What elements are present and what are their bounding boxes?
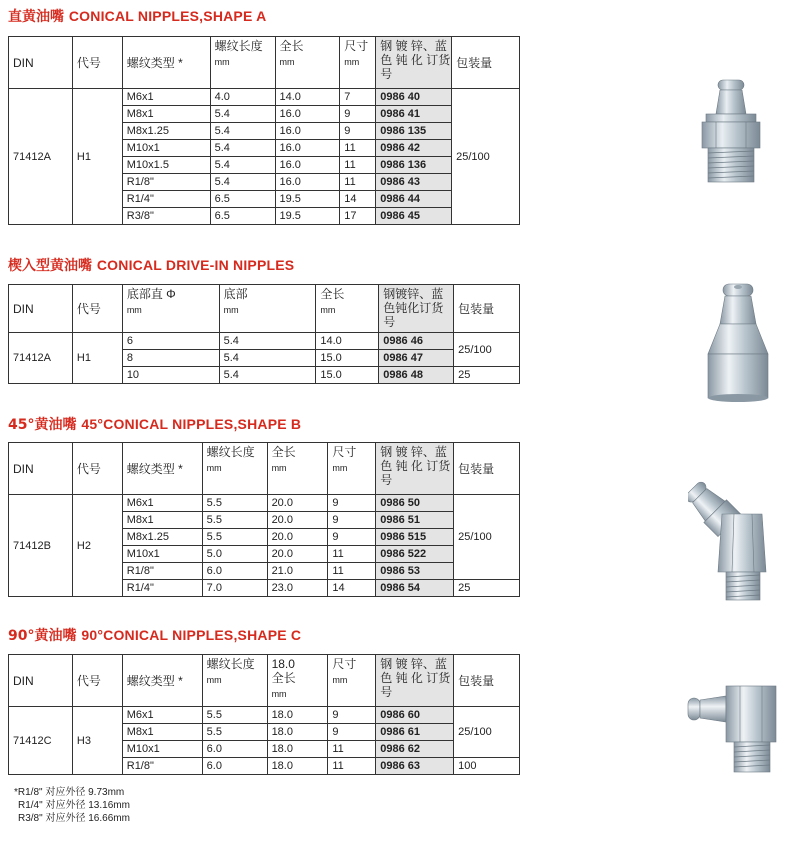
total-cell: 18.0 [267, 724, 328, 741]
total-cell: 16.0 [275, 174, 340, 191]
base-dia-cell: 10 [122, 367, 219, 384]
size-cell: 11 [328, 546, 376, 563]
thread-cell: R1/8" [122, 174, 210, 191]
order-cell: 0986 135 [376, 123, 452, 140]
total-cell: 20.0 [267, 529, 328, 546]
header-code: 代号 [72, 443, 122, 495]
order-cell: 0986 47 [379, 350, 454, 367]
table-shape-b [8, 442, 520, 597]
order-cell: 0986 45 [376, 208, 452, 225]
total-cell: 19.5 [275, 191, 340, 208]
header-thread-len: 螺纹长度 mm [210, 37, 275, 89]
base-cell: 5.4 [219, 367, 316, 384]
len-cell: 6.0 [202, 563, 267, 580]
order-cell: 0986 522 [376, 546, 454, 563]
section-title-shape-c [8, 625, 301, 645]
order-cell: 0986 40 [376, 89, 452, 106]
header-total: 全长 mm [267, 443, 328, 495]
thread-cell: M6x1 [122, 495, 202, 512]
total-cell: 23.0 [267, 580, 328, 597]
title-en: 45°CONICAL NIPPLES,SHAPE B [81, 416, 302, 432]
size-cell: 14 [328, 580, 376, 597]
total-cell: 21.0 [267, 563, 328, 580]
base-dia-cell: 6 [122, 333, 219, 350]
thread-cell: M10x1.5 [122, 157, 210, 174]
order-cell: 0986 42 [376, 140, 452, 157]
order-cell: 0986 60 [376, 707, 454, 724]
header-din: DIN [9, 443, 73, 495]
thread-cell: M10x1 [122, 741, 202, 758]
total-cell: 20.0 [267, 495, 328, 512]
pack-cell: 25/100 [454, 333, 520, 367]
thread-cell: M8x1.25 [122, 529, 202, 546]
total-cell: 14.0 [275, 89, 340, 106]
len-cell: 6.0 [202, 758, 267, 775]
base-dia-cell: 8 [122, 350, 219, 367]
header-order: 钢 镀 锌、蓝 色 钝 化 订货号 [376, 37, 452, 89]
total-cell: 20.0 [267, 546, 328, 563]
thread-cell: R3/8" [122, 208, 210, 225]
len-cell: 5.5 [202, 495, 267, 512]
len-cell: 5.0 [202, 546, 267, 563]
total-cell: 18.0 [267, 758, 328, 775]
total-cell: 16.0 [275, 157, 340, 174]
header-code: 代号 [72, 37, 122, 89]
total-cell: 18.0 [267, 707, 328, 724]
order-cell: 0986 46 [379, 333, 454, 350]
size-cell: 9 [328, 707, 376, 724]
header-pack: 包装量 [454, 285, 520, 333]
code-cell: H2 [72, 495, 122, 597]
thread-cell: M8x1 [122, 512, 202, 529]
size-cell: 9 [340, 123, 376, 140]
header-thread: 螺纹类型 * [122, 443, 202, 495]
thread-cell: M8x1 [122, 106, 210, 123]
size-cell: 7 [340, 89, 376, 106]
order-cell: 0986 51 [376, 512, 454, 529]
len-cell: 4.0 [210, 89, 275, 106]
order-cell: 0986 43 [376, 174, 452, 191]
title-cn: 90°黄油嘴 [8, 628, 77, 644]
size-cell: 9 [328, 512, 376, 529]
title-en: CONICAL DRIVE-IN NIPPLES [96, 257, 295, 273]
pack-cell: 25/100 [454, 495, 520, 580]
total-cell: 16.0 [275, 106, 340, 123]
nipple-45-image [688, 474, 780, 612]
code-cell: H3 [72, 707, 122, 775]
order-cell: 0986 136 [376, 157, 452, 174]
thread-cell: R1/4" [122, 580, 202, 597]
total-cell: 16.0 [275, 123, 340, 140]
table-drive-in [8, 284, 520, 384]
size-cell: 9 [340, 106, 376, 123]
title-cn: 直黄油嘴 [8, 9, 64, 25]
table-shape-a [8, 36, 520, 225]
size-cell: 17 [340, 208, 376, 225]
header-pack: 包装量 [454, 443, 520, 495]
header-base-dia: 底部直 Φ mm [122, 285, 219, 333]
len-cell: 5.4 [210, 106, 275, 123]
total-cell: 15.0 [316, 367, 379, 384]
footnote-line: R1/4" 对应外径 13.16mm [18, 800, 130, 811]
pack-cell: 100 [454, 758, 520, 775]
total-cell: 18.0 [267, 741, 328, 758]
header-size: 尺寸 mm [328, 655, 376, 707]
size-cell: 11 [340, 140, 376, 157]
size-cell: 9 [328, 495, 376, 512]
thread-cell: M10x1 [122, 546, 202, 563]
thread-cell: M8x1.25 [122, 123, 210, 140]
header-pack: 包装量 [454, 655, 520, 707]
nipple-drive-in-image [698, 282, 778, 408]
len-cell: 6.5 [210, 191, 275, 208]
header-din: DIN [9, 37, 73, 89]
title-cn: 楔入型黄油嘴 [8, 258, 92, 274]
section-title-drive-in [8, 255, 294, 275]
total-cell: 19.5 [275, 208, 340, 225]
header-din: DIN [9, 655, 73, 707]
header-thread-len: 螺纹长度 mm [202, 443, 267, 495]
din-cell: 71412A [9, 89, 73, 225]
thread-cell: R1/8" [122, 758, 202, 775]
base-cell: 5.4 [219, 333, 316, 350]
order-cell: 0986 54 [376, 580, 454, 597]
thread-cell: M10x1 [122, 140, 210, 157]
title-cn: 45°黄油嘴 [8, 417, 77, 433]
thread-cell: M6x1 [122, 707, 202, 724]
size-cell: 11 [328, 563, 376, 580]
header-order: 钢 镀 锌、蓝 色 钝 化 订货号 [376, 443, 454, 495]
footnotes [14, 786, 130, 825]
len-cell: 5.5 [202, 529, 267, 546]
header-total: 18.0 全长 mm [267, 655, 328, 707]
header-thread: 螺纹类型 * [122, 37, 210, 89]
pack-cell: 25/100 [454, 707, 520, 758]
len-cell: 5.4 [210, 174, 275, 191]
order-cell: 0986 61 [376, 724, 454, 741]
len-cell: 6.0 [202, 741, 267, 758]
total-cell: 20.0 [267, 512, 328, 529]
section-title-shape-b [8, 414, 301, 434]
title-en: 90°CONICAL NIPPLES,SHAPE C [81, 627, 302, 643]
size-cell: 11 [340, 157, 376, 174]
section-title-shape-a [8, 6, 266, 26]
din-cell: 71412A [9, 333, 73, 384]
len-cell: 6.5 [210, 208, 275, 225]
thread-cell: R1/8" [122, 563, 202, 580]
size-cell: 11 [328, 741, 376, 758]
len-cell: 5.4 [210, 123, 275, 140]
order-cell: 0986 63 [376, 758, 454, 775]
header-din: DIN [9, 285, 73, 333]
header-code: 代号 [72, 285, 122, 333]
order-cell: 0986 41 [376, 106, 452, 123]
footnote-line: R3/8" 对应外径 16.66mm [18, 813, 130, 824]
title-en: CONICAL NIPPLES,SHAPE A [68, 8, 267, 24]
size-cell: 11 [328, 758, 376, 775]
order-cell: 0986 50 [376, 495, 454, 512]
header-order: 钢镀锌、蓝色钝化订货号 [379, 285, 454, 333]
thread-cell: M6x1 [122, 89, 210, 106]
header-thread-len: 螺纹长度 mm [202, 655, 267, 707]
order-cell: 0986 62 [376, 741, 454, 758]
header-size: 尺寸 mm [328, 443, 376, 495]
size-cell: 9 [328, 529, 376, 546]
din-cell: 71412B [9, 495, 73, 597]
size-cell: 9 [328, 724, 376, 741]
nipple-90-image [686, 680, 782, 780]
header-order: 钢 镀 锌、蓝 色 钝 化 订货号 [376, 655, 454, 707]
total-cell: 14.0 [316, 333, 379, 350]
len-cell: 5.4 [210, 140, 275, 157]
header-size: 尺寸 mm [340, 37, 376, 89]
din-cell: 71412C [9, 707, 73, 775]
len-cell: 5.4 [210, 157, 275, 174]
total-cell: 16.0 [275, 140, 340, 157]
len-cell: 5.5 [202, 707, 267, 724]
size-cell: 14 [340, 191, 376, 208]
header-pack: 包装量 [452, 37, 520, 89]
footnote-line: *R1/8" 对应外径 9.73mm [14, 787, 125, 798]
total-cell: 15.0 [316, 350, 379, 367]
code-cell: H1 [72, 333, 122, 384]
table-shape-c [8, 654, 520, 775]
base-cell: 5.4 [219, 350, 316, 367]
order-cell: 0986 48 [379, 367, 454, 384]
header-thread: 螺纹类型 * [122, 655, 202, 707]
pack-cell: 25/100 [452, 89, 520, 225]
size-cell: 11 [340, 174, 376, 191]
pack-cell: 25 [454, 580, 520, 597]
len-cell: 5.5 [202, 724, 267, 741]
order-cell: 0986 515 [376, 529, 454, 546]
header-total: 全长 mm [316, 285, 379, 333]
thread-cell: R1/4" [122, 191, 210, 208]
order-cell: 0986 53 [376, 563, 454, 580]
code-cell: H1 [72, 89, 122, 225]
len-cell: 7.0 [202, 580, 267, 597]
thread-cell: M8x1 [122, 724, 202, 741]
header-base: 底部 mm [219, 285, 316, 333]
pack-cell: 25 [454, 367, 520, 384]
header-code: 代号 [72, 655, 122, 707]
header-total: 全长 mm [275, 37, 340, 89]
len-cell: 5.5 [202, 512, 267, 529]
order-cell: 0986 44 [376, 191, 452, 208]
nipple-shape-a-image [690, 78, 772, 192]
